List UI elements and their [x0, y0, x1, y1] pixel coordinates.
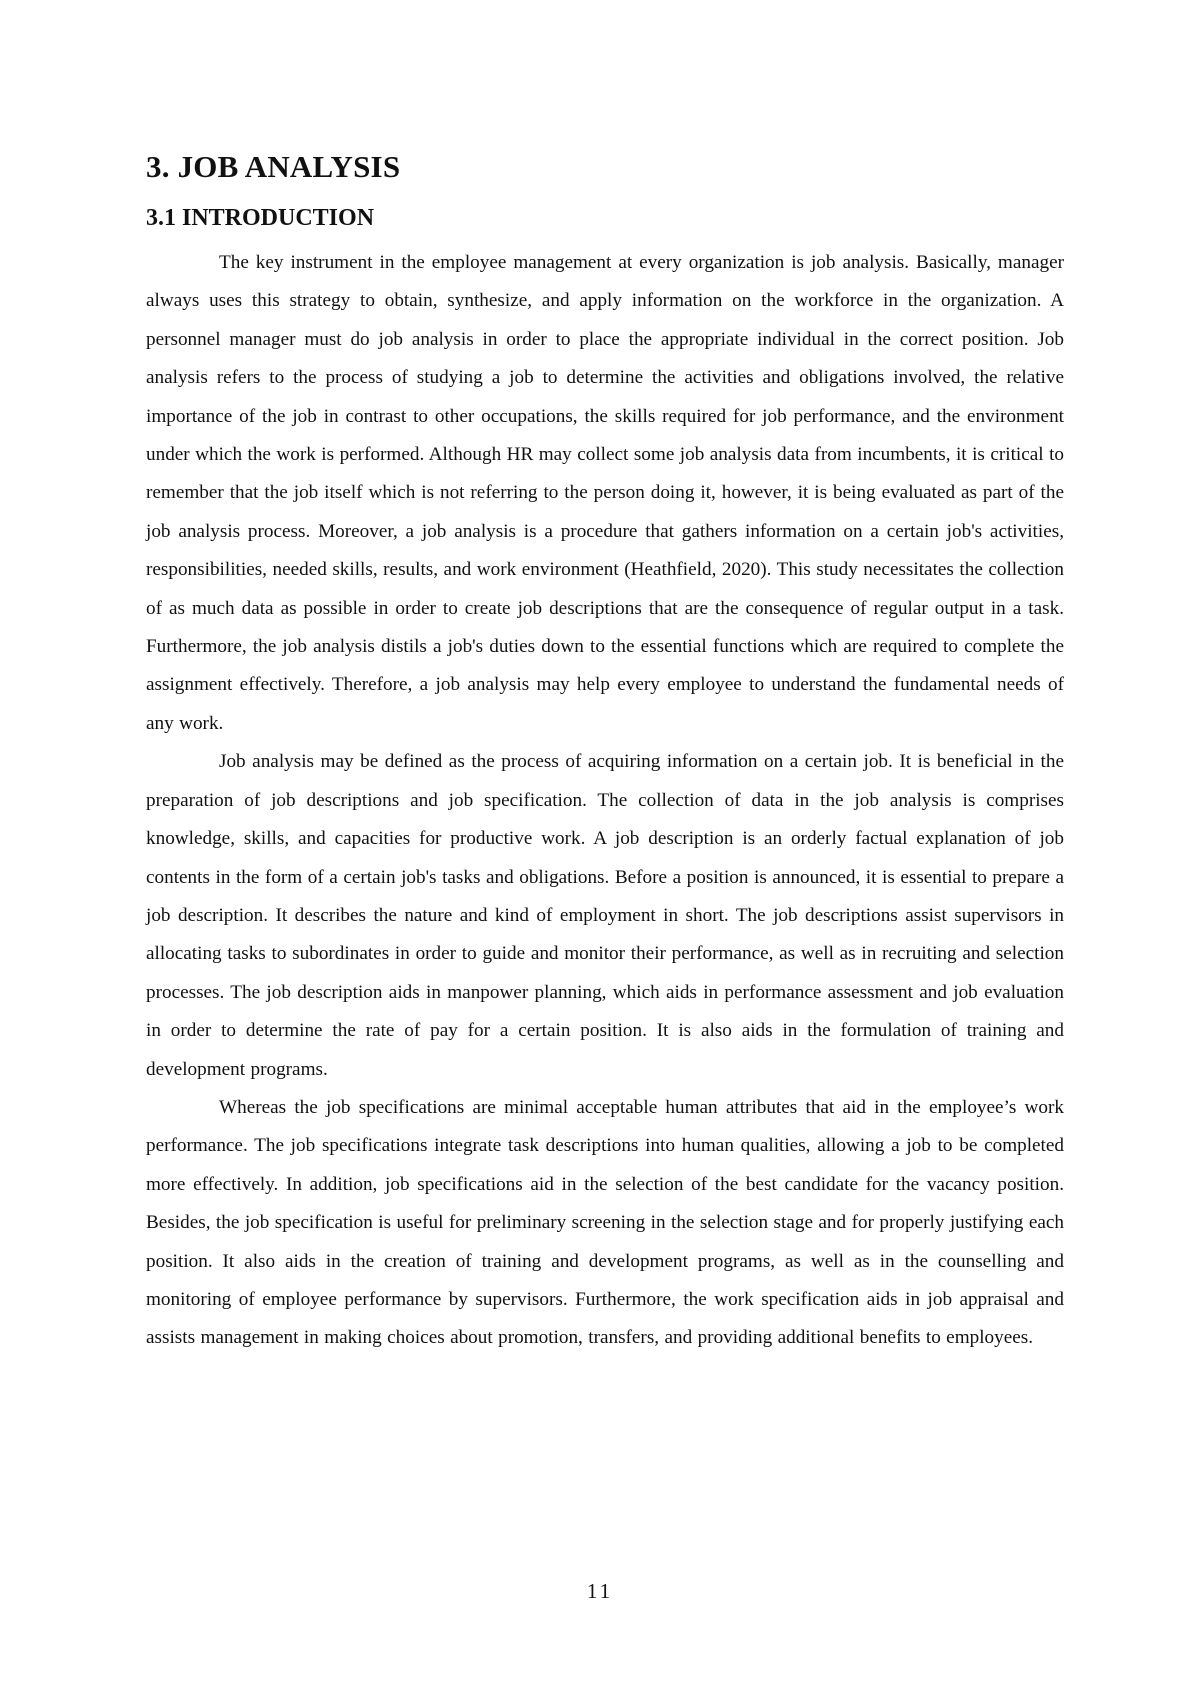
section-title: 3.1 INTRODUCTION [146, 205, 375, 231]
body-paragraph-3: Whereas the job specifications are minimal acceptable human attributes that aid in the employee’s work performance. The job specifications integrate task descriptions into human qualities, allowing a job to be completed more effectively. In addition, job specifications aid in the selection of the best candidate for the vacancy position. Besides, the job specification is useful for preliminary screening in the selection stage and for properly justifying each position. It also aids in the creation of training and development programs, as well as in the counselling and monitoring of employee performance by supervisors. Furthermore, the work specification aids in job appraisal and assists management in making choices about promotion, transfers, and providing additional benefits to employees. [146, 1096, 1064, 1349]
body-paragraph-2: Job analysis may be defined as the process of acquiring information on a certain job. It is beneficial in the preparation of job descriptions and job specification. The collection of data in the job analysis is comprises knowledge, skills, and capacities for productive work. A job description is an orderly factual explanation of job contents in the form of a certain job's tasks and obligations. Before a position is announced, it is essential to prepare a job description. It describes the nature and kind of employment in short. The job descriptions assist supervisors in allocating tasks to subordinates in order to guide and monitor their performance, as well as in recruiting and selection processes. The job description aids in manpower planning, which aids in performance assessment and job evaluation in order to determine the rate of pay for a certain position. It is also aids in the formulation of training and development programs. [146, 751, 1064, 1080]
chapter-title: 3. JOB ANALYSIS [146, 149, 401, 184]
page-number: 11 [586, 1579, 614, 1603]
body-paragraph-1: The key instrument in the employee management at every organization is job analysis. Basically, manager always uses this strategy to obtain, synthesize, and apply information on the workforce in the organization. A personnel manager must do job analysis in order to place the appropriate individual in the correct position. Job analysis refers to the process of studying a job to determine the activities and obligations involved, the relative importance of the job in contrast to other occupations, the skills required for job performance, and the environment under which the work is performed. Although HR may collect some job analysis data from incumbents, it is critical to remember that the job itself which is not referring to the person doing it, however, it is being evaluated as part of the job analysis process. Moreover, a job analysis is a procedure that gathers information on a certain job's activities, responsibilities, needed skills, results, and work environment (Heathfield, 2020). This study necessitates the collection of as much data as possible in order to create job descriptions that are the consequence of regular output in a task. Furthermore, the job analysis distils a job's duties down to the essential functions which are required to complete the assignment effectively. Therefore, a job analysis may help every employee to understand the fundamental needs of any work. [146, 252, 1064, 734]
page-content [146, 145, 1064, 1358]
